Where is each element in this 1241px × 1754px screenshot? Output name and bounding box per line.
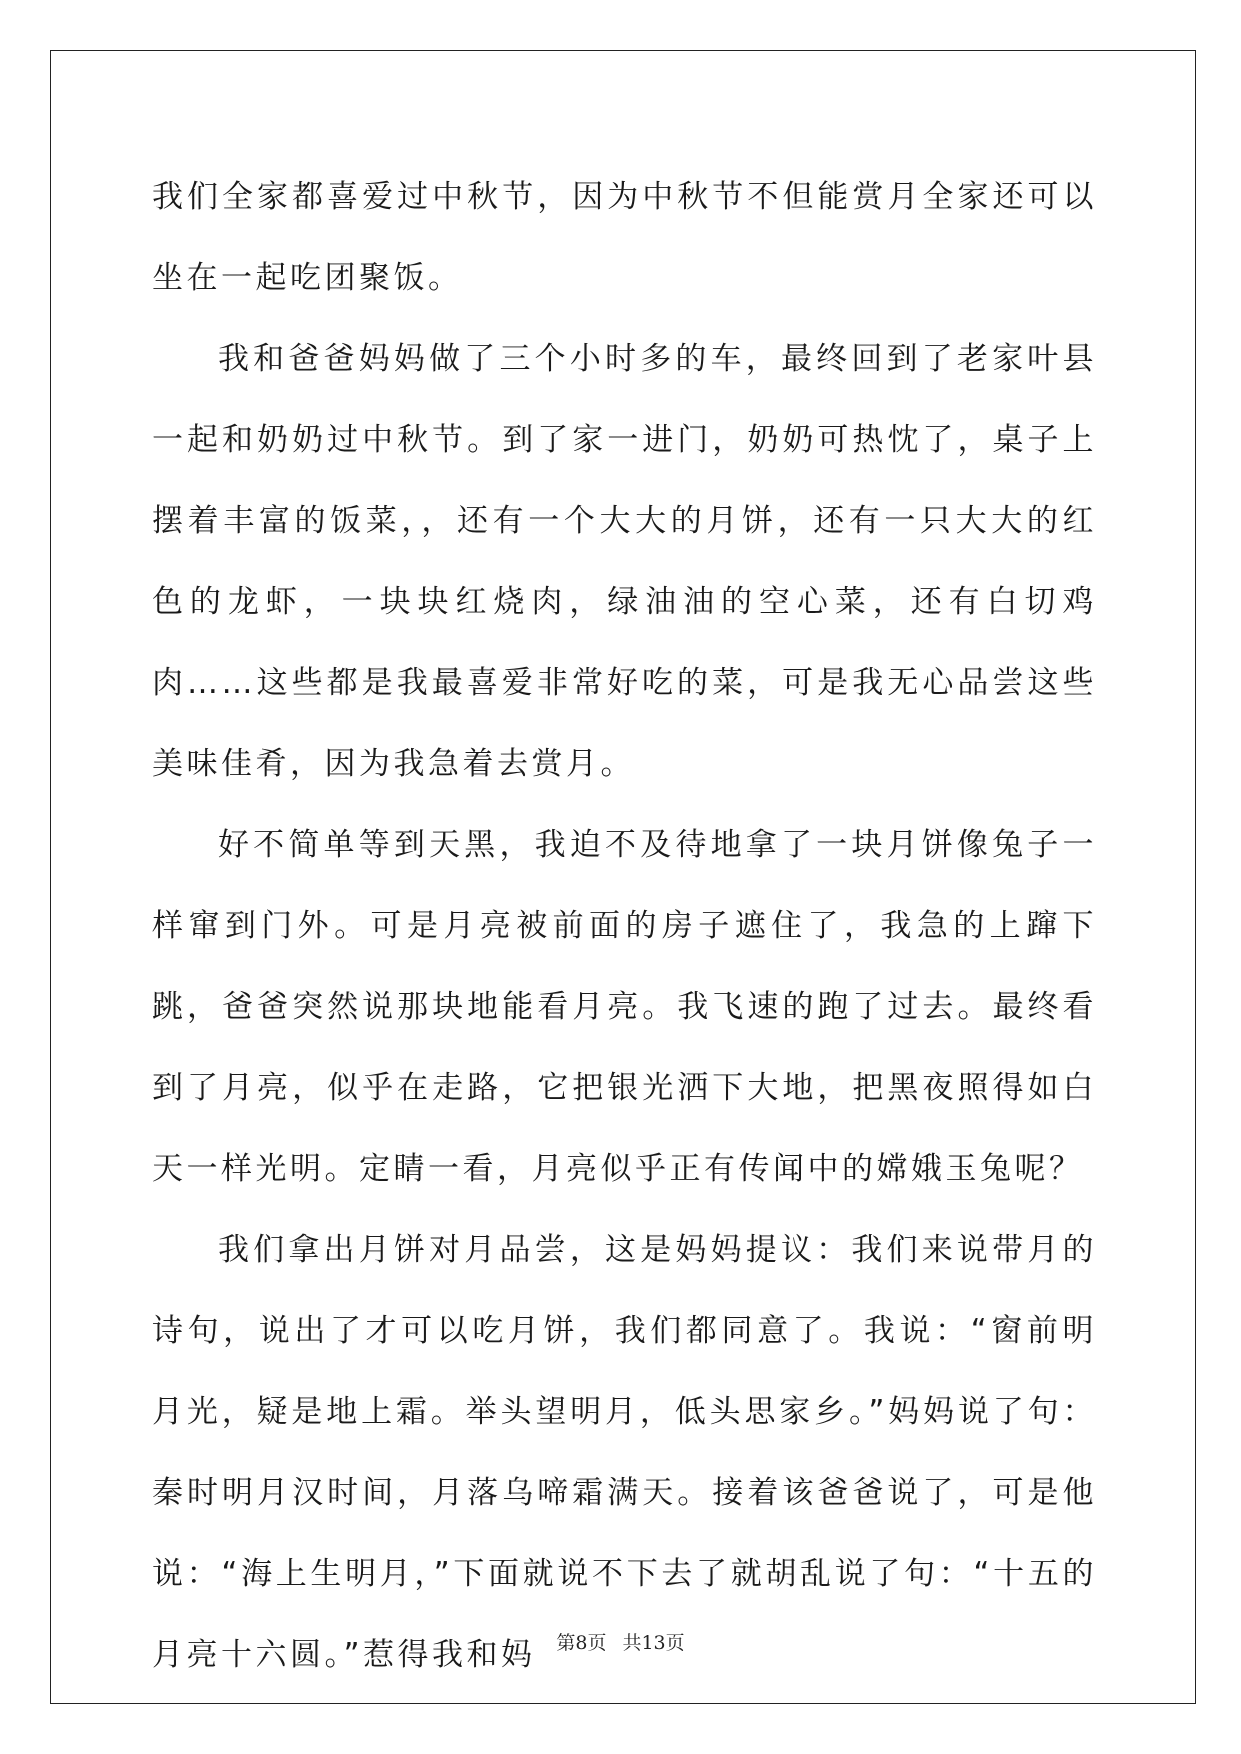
page-number-current: 第8页 <box>556 1632 607 1654</box>
paragraph-3: 好不简单等到天黑，我迫不及待地拿了一块月饼像兔子一样窜到门外。可是月亮被前面的房子遮住了，我急的上蹿下跳，爸爸突然说那块地能看月亮。我飞速的跑了过去。最终看到了月亮，似乎在走路，它把银光洒下大地，把黑夜照得如白天一样光明。定睛一看，月亮似乎正有传闻中的嫦娥玉兔呢？ <box>152 827 1097 1187</box>
page-number-total: 共13页 <box>622 1632 685 1654</box>
paragraph-4: 我们拿出月饼对月品尝，这是妈妈提议：我们来说带月的诗句，说出了才可以吃月饼，我们都同意了。我说：“窗前明月光，疑是地上霜。举头望明月，低头思家乡。”妈妈说了句：秦时明月汉时间，月落乌啼霜满天。接着该爸爸说了，可是他说：“海上生明月，”下面就说不下去了就胡乱说了句：“十五的月亮十六圆。”惹得我和妈 <box>152 1232 1097 1673</box>
page-footer <box>0 1628 1241 1655</box>
document-body <box>152 157 1097 1696</box>
paragraph-1: 我们全家都喜爱过中秋节，因为中秋节不但能赏月全家还可以坐在一起吃团聚饭。 <box>152 179 1097 296</box>
paragraph-2: 我和爸爸妈妈做了三个小时多的车，最终回到了老家叶县一起和奶奶过中秋节。到了家一进门，奶奶可热忱了，桌子上摆着丰富的饭菜，，还有一个大大的月饼，还有一只大大的红色的龙虾，一块块红烧肉，绿油油的空心菜，还有白切鸡肉……这些都是我最喜爱非常好吃的菜，可是我无心品尝这些美味佳肴，因为我急着去赏月。 <box>152 341 1097 782</box>
